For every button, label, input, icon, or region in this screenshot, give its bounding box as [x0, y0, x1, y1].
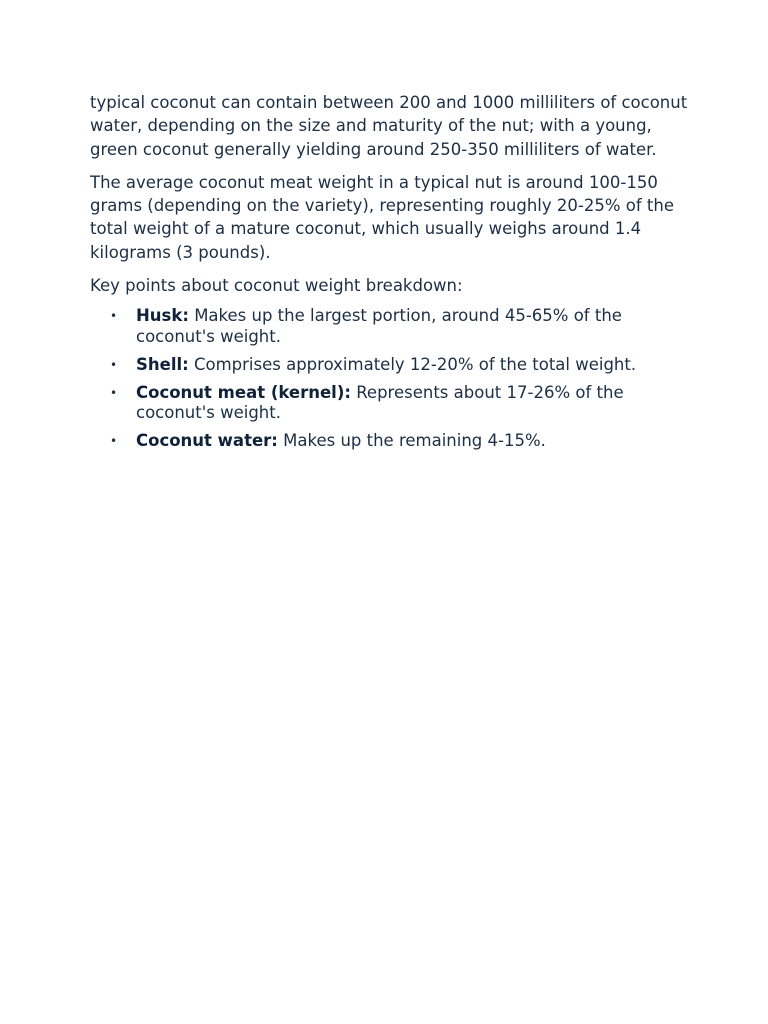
paragraph-key-points-heading: Key points about coconut weight breakdown: — [90, 276, 463, 296]
bullet-icon: • — [110, 357, 118, 372]
bullet-icon: • — [110, 309, 118, 324]
document-body — [90, 91, 690, 459]
list-item-husk — [90, 306, 690, 347]
weight-breakdown-list — [90, 306, 690, 452]
list-item-text: Represents about 17-26% of the coconut's weight. — [136, 382, 624, 423]
list-item-text: Comprises approximately 12-20% of the total weight. — [188, 354, 637, 374]
paragraph-coconut-water: typical coconut can contain between 200 and 1000 milliliters of coconut water, depending on the size and maturity of the nut; with a young, green coconut generally yielding around 250-350 milliliters of water. — [90, 93, 688, 159]
list-item-term: Coconut water: — [136, 431, 278, 451]
list-item-term: Shell: — [136, 354, 189, 374]
list-item-text: Makes up the largest portion, around 45-65% of the coconut's weight. — [136, 306, 622, 346]
list-item-term: Husk: — [136, 306, 189, 326]
list-item-term: Coconut meat (kernel): — [136, 382, 351, 402]
paragraph-coconut-meat: The average coconut meat weight in a typical nut is around 100-150 grams (depending on the variety), representing roughly 20-25% of the total weight of a mature coconut, which usually weighs around 1.4 kilograms (3 pounds). — [90, 172, 674, 262]
bullet-icon: • — [110, 385, 118, 400]
list-item-coconut-meat — [90, 383, 690, 424]
list-item-shell — [90, 355, 690, 376]
list-item-coconut-water — [90, 431, 690, 452]
list-item-text: Makes up the remaining 4-15%. — [277, 431, 546, 451]
bullet-icon: • — [110, 434, 118, 449]
